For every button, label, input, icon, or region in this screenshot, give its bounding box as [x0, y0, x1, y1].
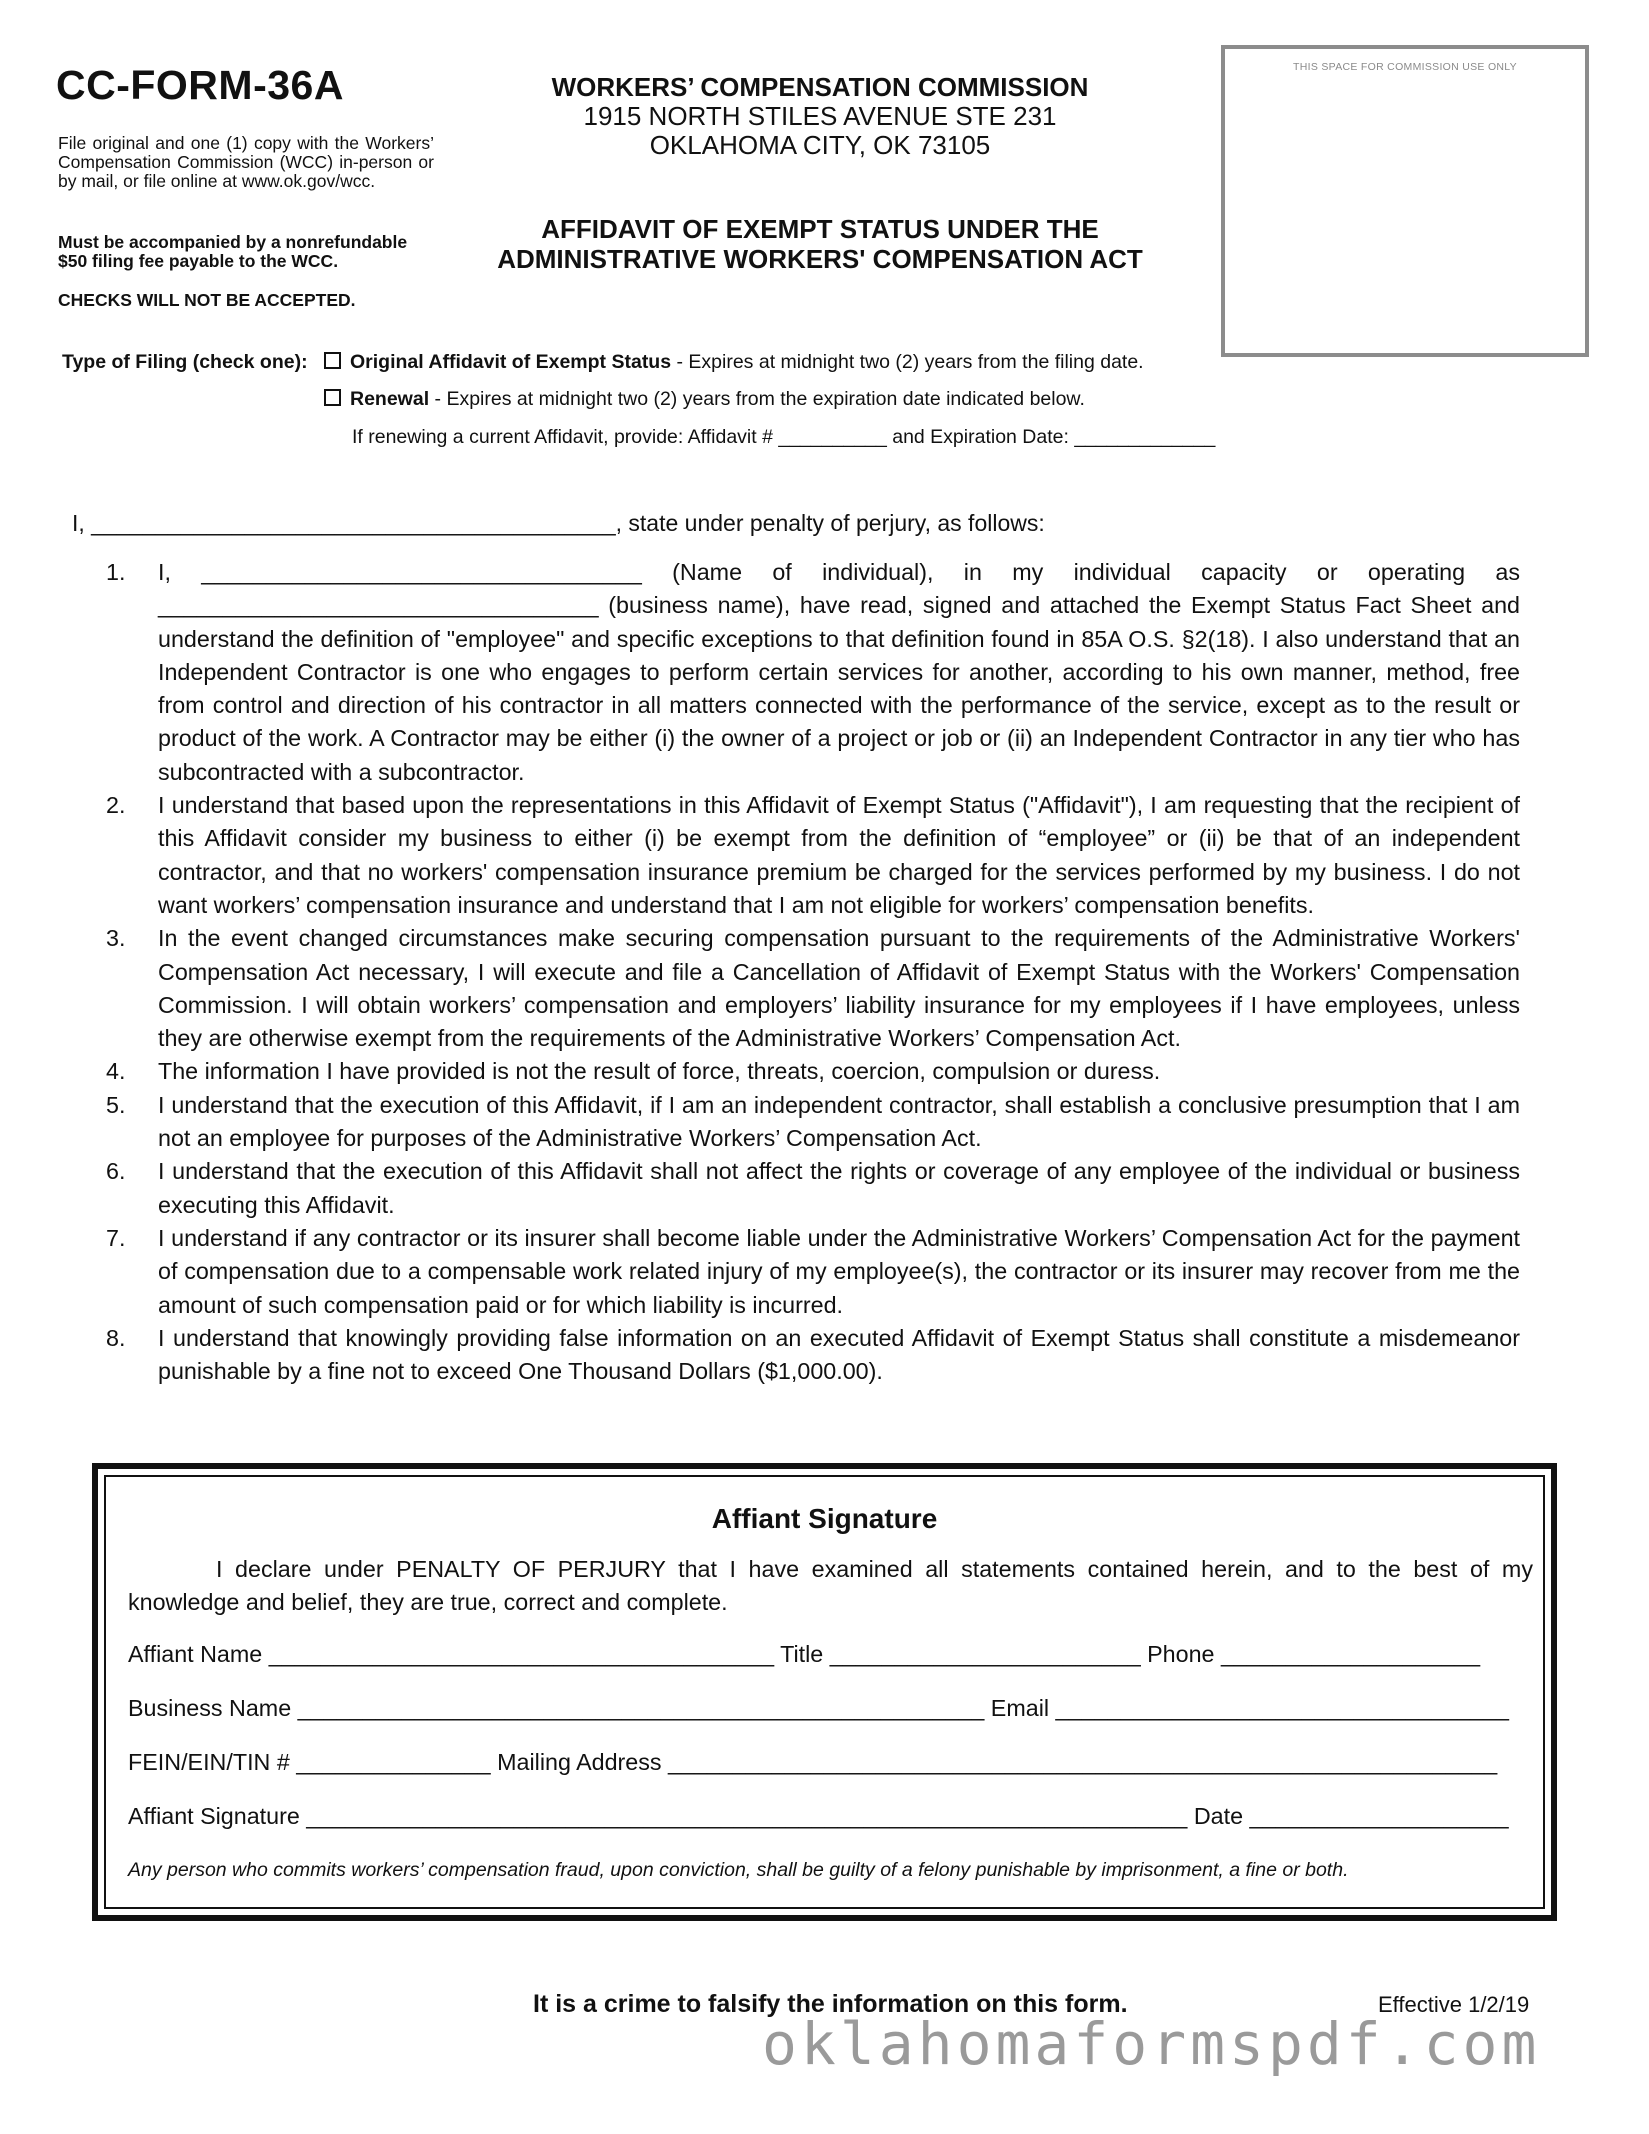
- agency-name: WORKERS’ COMPENSATION COMMISSION: [551, 72, 1089, 102]
- renewal-note: - Expires at midnight two (2) years from the expiration date indicated below.: [429, 388, 1085, 410]
- option-original[interactable]: [324, 351, 1144, 374]
- fee-note-line2: $50 filing fee payable to the WCC.: [58, 251, 339, 271]
- original-checkbox[interactable]: [324, 352, 341, 369]
- original-note: - Expires at midnight two (2) years from the filing date.: [671, 351, 1144, 373]
- agency-address-1: 1915 NORTH STILES AVENUE STE 231: [583, 101, 1057, 131]
- affidavit-items: [106, 556, 1520, 1388]
- affiant-signature-date-fields[interactable]: Affiant Signature ____________________________________________________________________ Date ____________________: [128, 1803, 1509, 1829]
- renewal-checkbox[interactable]: [324, 389, 341, 406]
- perjury-declaration: I declare under PENALTY OF PERJURY that I have examined all statements contained herein, and to the best of my knowledge and belief, they are true, correct and complete.: [128, 1556, 1533, 1615]
- filing-instructions: File original and one (1) copy with the Workers’ Compensation Commission (WCC) in-person or by mail, or file online at www.ok.gov/wcc.: [58, 133, 434, 191]
- agency-header: [455, 72, 1185, 160]
- item-text: The information I have provided is not the result of force, threats, coercion, compulsion or duress.: [158, 1058, 1161, 1085]
- fraud-warning: Any person who commits workers’ compensation fraud, upon conviction, shall be guilty of a felony punishable by imprisonment, a fine or both.: [128, 1859, 1349, 1881]
- item-text: I understand that the execution of this Affidavit shall not affect the rights or coverage of any employee of the individual or business executing this Affidavit.: [158, 1158, 1520, 1218]
- form-title-line1: AFFIDAVIT OF EXEMPT STATUS UNDER THE: [541, 214, 1099, 244]
- agency-address-2: OKLAHOMA CITY, OK 73105: [649, 130, 991, 160]
- item-text: I understand if any contractor or its insurer shall become liable under the Administrative Workers’ Compensation Act for the payment of compensation due to a compensable work related injury of my employee(s), the contractor or its insurer may recover from me the amount of such compensation paid or for which liability is incurred.: [158, 1224, 1520, 1318]
- item-text: I understand that the execution of this Affidavit, if I am an independent contractor, shall establish a conclusive presumption that I am not an employee for purposes of the Administrative Workers’ Compensation Act.: [158, 1091, 1520, 1152]
- effective-date: Effective 1/2/19: [1378, 1992, 1530, 2017]
- commission-use-label: THIS SPACE FOR COMMISSION USE ONLY: [1293, 61, 1517, 73]
- renewal-info[interactable]: If renewing a current Affidavit, provide: Affidavit # __________ and Expiration Date: _____________: [352, 426, 1216, 448]
- item-text: I understand that based upon the representations in this Affidavit of Exempt Status ("Affidavit"), I am requesting that the recipient of this Affidavit consider my business to either (i) be exempt from the definition of “employee” or (ii) be that of an independent contractor, and that no workers' compensation insurance premium be charged for the services performed by my business. I do not want workers’ compensation insurance and understand that I am not eligible for workers’ compensation benefits.: [158, 792, 1520, 918]
- affiant-name-title-phone-fields[interactable]: Affiant Name _______________________________________ Title ________________________ Phone ____________________: [128, 1641, 1481, 1667]
- item-text: I understand that knowingly providing false information on an executed Affidavit of Exempt Status shall constitute a misdemeanor punishable by a fine not to exceed One Thousand Dollars ($1,000.00).: [158, 1324, 1520, 1385]
- item-number: 3.: [106, 925, 126, 952]
- filing-type-label: Type of Filing (check one):: [62, 351, 308, 373]
- crime-warning: It is a crime to falsify the information on this form.: [533, 1990, 1128, 2018]
- affiant-signature-inner: [104, 1475, 1545, 1909]
- item-number: 7.: [106, 1224, 126, 1251]
- item-number: 2.: [106, 792, 126, 819]
- list-item: [106, 1155, 1520, 1222]
- list-item: [106, 922, 1520, 1055]
- form-title-line2: ADMINISTRATIVE WORKERS' COMPENSATION ACT: [497, 244, 1143, 274]
- renewal-label: Renewal: [350, 388, 430, 410]
- fee-note: [58, 233, 448, 271]
- fee-note-line1: Must be accompanied by a nonrefundable: [58, 232, 408, 252]
- item-number: 6.: [106, 1158, 126, 1185]
- list-item: [106, 1222, 1520, 1322]
- item-text: In the event changed circumstances make securing compensation pursuant to the requirements of the Administrative Workers' Compensation Act necessary, I will execute and file a Cancellation of Affidavit of Exempt Status with the Workers' Compensation Commission. I will obtain workers’ compensation and employers’ liability insurance for my employees if I have employees, unless they are otherwise exempt from the requirements of the Administrative Workers’ Compensation Act.: [158, 925, 1520, 1052]
- checks-note: CHECKS WILL NOT BE ACCEPTED.: [58, 290, 356, 310]
- list-item: [106, 556, 1520, 789]
- list-item: [106, 1322, 1520, 1389]
- commission-use-box: [1221, 45, 1589, 357]
- affiant-signature-box: [92, 1463, 1557, 1921]
- form-id: CC-FORM-36A: [56, 62, 344, 108]
- list-item: [106, 1055, 1520, 1088]
- list-item: [106, 1089, 1520, 1156]
- item-number: 5.: [106, 1091, 126, 1118]
- item-text[interactable]: I, __________________________________ (Name of individual), in my individual capacity or operating as __________________________________ (business name), have read, signed and attached the Exempt Status Fact Sheet and understand the definition of "employee" and specific exceptions to that definition found in 85A O.S. §2(18). I also understand that an Independent Contractor is one who engages to perform certain services for another, according to his own manner, method, free from control and direction of his contractor in all matters connected with the performance of the service, except as to the result or product of the work. A Contractor may be either (i) the owner of a project or job or (ii) an Independent Contractor in any tier who has subcontracted with a subcontractor.: [158, 559, 1520, 785]
- fein-mailing-address-fields[interactable]: FEIN/EIN/TIN # _______________ Mailing Address ________________________________________________________________: [128, 1749, 1498, 1775]
- watermark: oklahomaformspdf.com: [762, 2010, 1541, 2078]
- option-renewal[interactable]: [324, 388, 1085, 411]
- signature-title: Affiant Signature: [711, 1503, 938, 1534]
- item-number: 4.: [106, 1058, 126, 1085]
- item-number: 8.: [106, 1324, 126, 1351]
- intro-statement[interactable]: I, _________________________________________, state under penalty of perjury, as follows:: [72, 510, 1045, 536]
- item-number: 1.: [106, 559, 126, 585]
- form-title: [455, 214, 1185, 274]
- business-name-email-fields[interactable]: Business Name _____________________________________________________ Email ___________________________________: [128, 1695, 1510, 1721]
- original-label: Original Affidavit of Exempt Status: [350, 351, 672, 373]
- list-item: [106, 789, 1520, 922]
